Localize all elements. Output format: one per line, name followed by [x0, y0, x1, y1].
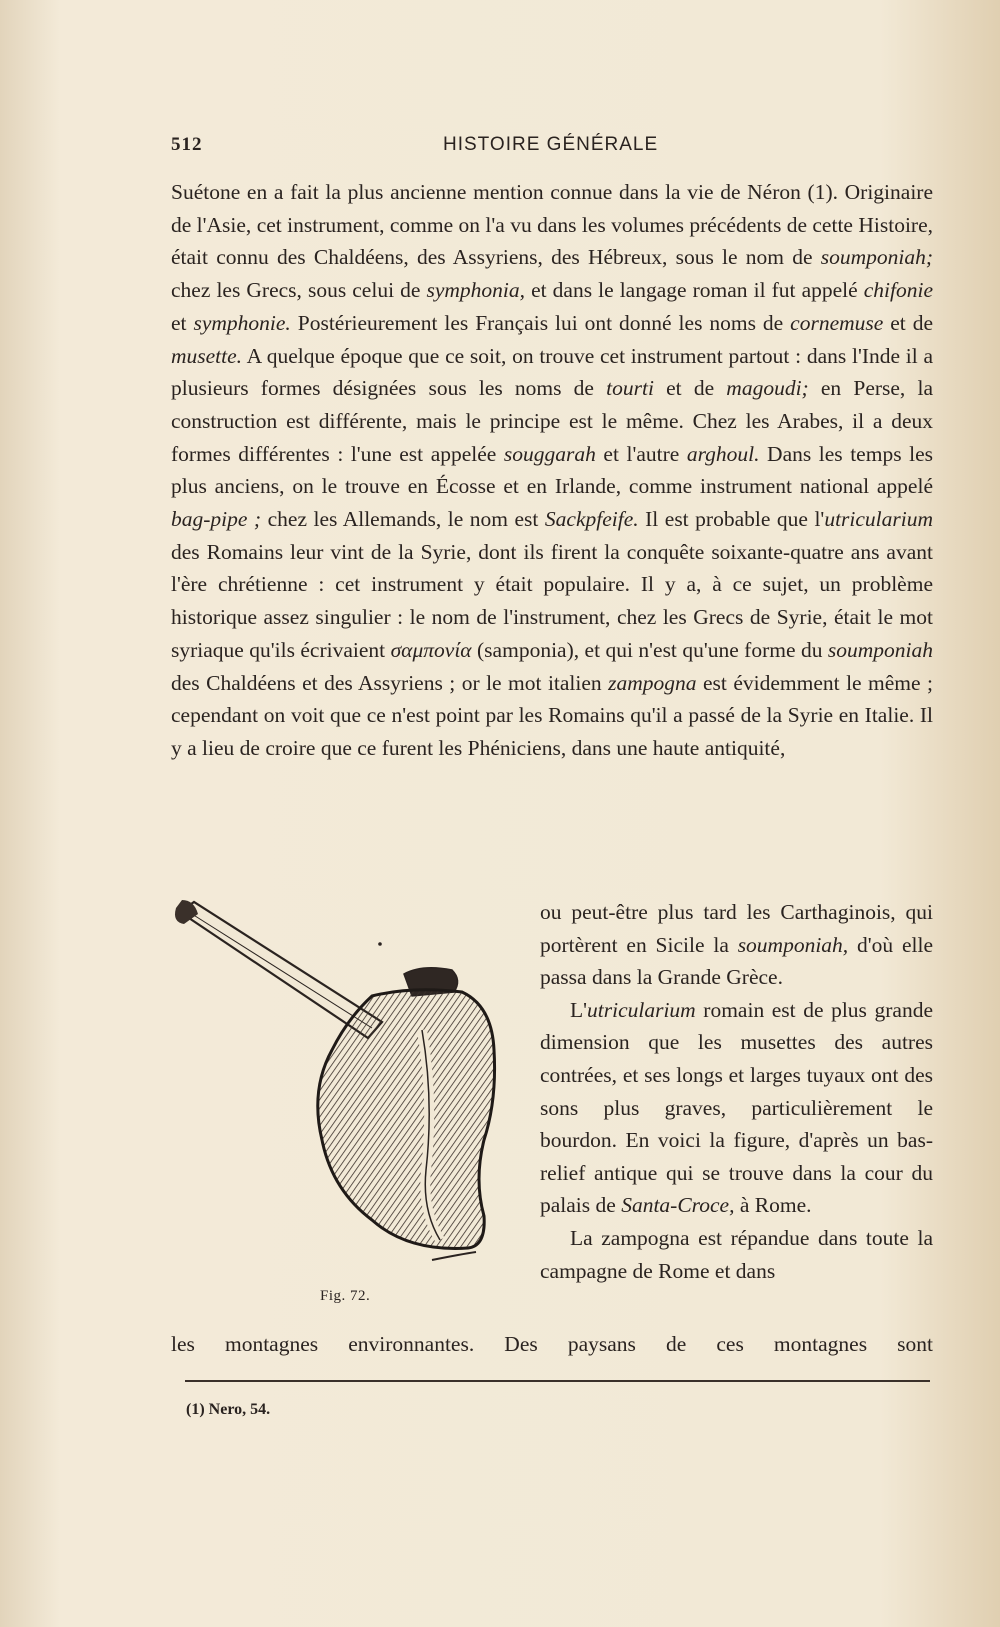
footnote: (1) Nero, 54. [186, 1401, 271, 1418]
side-paragraph-3: La zampogna est répandue dans toute la campagne de Rome et dans [540, 1225, 933, 1283]
side-paragraph-2: L'utricularium romain est de plus grande dimension que les musettes des autres contrées, et ses longs et larges tuyaux ont des sons plus graves, particulièrement le bourdon. En voici la figure, d'après un bas-relief antique qui se trouve dans la cour du palais de Santa-Croce, à Rome. [540, 997, 933, 1218]
page-header [171, 134, 931, 164]
footnote-divider [185, 1380, 930, 1382]
body-text-bottom: les montagnes environnantes. Des paysans de ces montagnes sont [171, 1332, 933, 1356]
bag-body [318, 990, 495, 1249]
page-number: 512 [171, 134, 203, 155]
figure-caption: Fig. 72. [320, 1288, 371, 1304]
side-paragraph-1: ou peut-être plus tard les Carthaginois, qui portèrent en Sicile la soumponiah, d'où elle passa dans la Grande Grèce. [540, 900, 933, 990]
paragraph-main: Suétone en a fait la plus ancienne mention connue dans la vie de Néron (1). Originaire de l'Asie, cet instrument, comme on l'a vu dans les volumes précédents de cette Histoire, était connu des Chaldéens, des Assyriens, des Hébreux, sous le nom de soumponiah; chez les Grecs, sous celui de symphonia, et dans le langage roman il fut appelé chifonie et symphonie. Postérieurement les Français lui ont donné les noms de cornemuse et de musette. A quelque époque que ce soit, on trouve cet instrument partout : dans l'Inde il a plusieurs formes désignées sous les noms de tourti et de magoudi; en Perse, la construction est différente, mais le principe est le même. Chez les Arabes, il a deux formes différentes : l'une est appelée souggarah et l'autre arghoul. Dans les temps les plus anciens, on le trouve en Écosse et en Irlande, comme instrument national appelé bag-pipe ; chez les Allemands, le nom est Sackpfeife. Il est probable que l'utricularium des Romains leur vint de la Syrie, dont ils firent la conquête soixante-quatre ans avant l'ère chrétienne : cet instrument y était populaire. Il y a, à ce sujet, un problème historique assez singulier : le nom de l'instrument, chez les Grecs de Syrie, était le mot syriaque qu'ils écrivaient σαμπονία (samponia), et qui n'est qu'une forme du soumponiah des Chaldéens et des Assyriens ; or le mot italien zampogna est évidemment le même ; cependant on voit que ce n'est point par les Romains qu'il a passé de la Syrie en Italie. Il y a lieu de croire que ce furent les Phéniciens, dans une haute antiquité, [171, 180, 934, 760]
bagpipe-illustration [172, 900, 527, 1290]
side-text [540, 896, 933, 1287]
figure-utricularium [172, 900, 527, 1310]
running-title: HISTOIRE GÉNÉRALE [443, 134, 659, 155]
body-text-top [171, 176, 933, 765]
